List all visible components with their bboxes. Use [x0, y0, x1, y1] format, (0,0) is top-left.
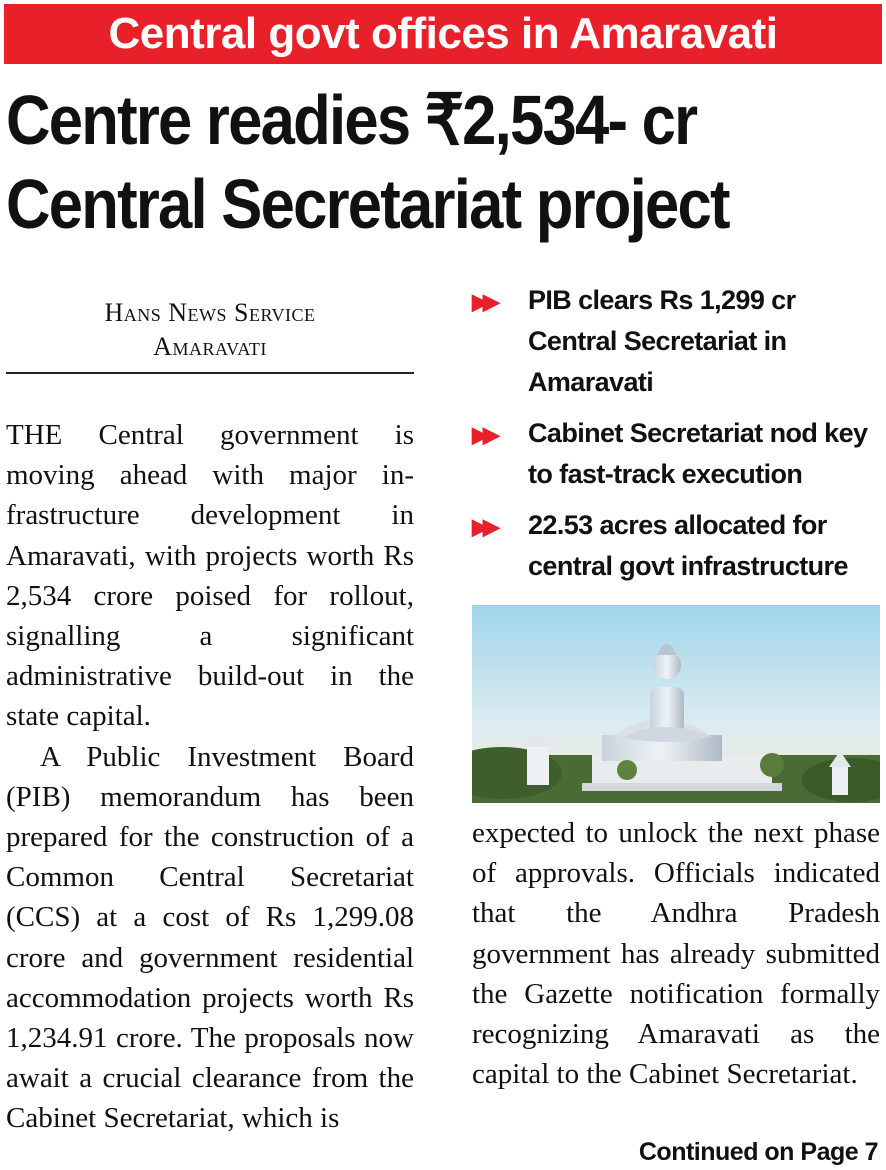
- article-column-left: [6, 415, 414, 1139]
- highlights-list: [472, 280, 882, 597]
- article-paragraph: expected to unlock the next phase of approvals. Officials indicated that the Andhra Pradesh government has already submitted the Gazette notification formally recognizing Amaravati as the capital to the Cabinet Secretariat.: [472, 817, 880, 1091]
- article-column-right: [472, 813, 880, 1094]
- byline: [6, 296, 414, 364]
- headline-line-1: Centre readies ₹2,534- cr: [6, 81, 697, 159]
- highlight-text: PIB clears Rs 1,299 cr Central Secretariat in Amaravati: [528, 285, 796, 397]
- byline-place: Amaravati: [153, 332, 267, 361]
- highlight-item: [472, 413, 882, 495]
- double-chevron-icon: ▶▶: [472, 422, 494, 447]
- headline-line-2: Central Secretariat project: [6, 165, 729, 243]
- highlight-text: 22.53 acres allocated for central govt infrastructure: [528, 510, 848, 581]
- double-chevron-icon: ▶▶: [472, 289, 494, 314]
- headline: [6, 78, 779, 246]
- highlight-item: [472, 280, 882, 403]
- kicker-banner: Central govt offices in Amaravati: [4, 4, 882, 64]
- article-paragraph: A Public Investment Board (PIB) memorandum has been prepared for the construction of a Common Central Secretariat (CCS) at a cost of Rs 1,299.08 crore and government residential accommodation projects worth Rs 1,234.91 crore. The proposals now await a crucial clearance from the Cabinet Secretariat, which is: [6, 740, 414, 1135]
- highlight-item: [472, 505, 882, 587]
- byline-agency: Hans News Service: [104, 298, 316, 327]
- double-chevron-icon: ▶▶: [472, 514, 494, 539]
- continued-on-page: Continued on Page 7: [638, 1138, 878, 1166]
- byline-divider: [6, 372, 414, 374]
- article-paragraph: THE Central government is moving ahead with major infrastructure development in Amaravati, with projects worth Rs 2,534 crore poised for rollout, signalling a significant administrative build-out in the state capital.: [6, 419, 414, 733]
- highlight-text: Cabinet Secretariat nod key to fast-track execution: [528, 418, 868, 489]
- buddha-statue-photo: [472, 605, 880, 803]
